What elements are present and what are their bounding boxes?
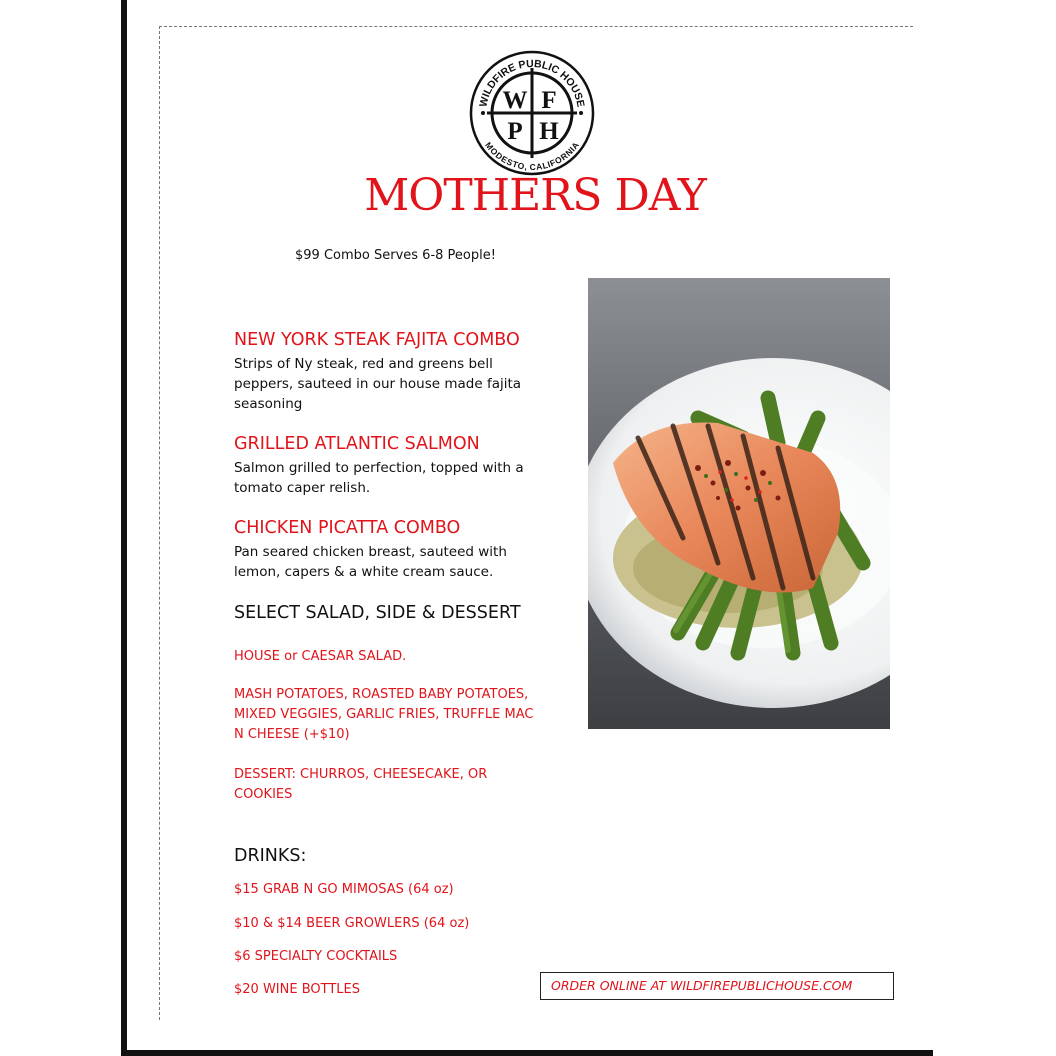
dessert-options: DESSERT: CHURROS, CHEESECAKE, OR COOKIES: [234, 767, 488, 802]
wildfire-logo: [469, 50, 595, 176]
salad-options: HOUSE or CAESAR SALAD.: [234, 649, 407, 664]
logo-letter-h: H: [539, 118, 559, 145]
order-online-box: ORDER ONLINE AT WILDFIREPUBLICHOUSE.COM: [540, 972, 894, 1000]
grilled-salmon-photo: [588, 278, 890, 729]
logo-letter-p: P: [507, 118, 523, 145]
dish-name: CHICKEN PICATTA COMBO: [234, 518, 461, 538]
drinks-heading: DRINKS:: [234, 846, 307, 866]
menu-item: [234, 518, 524, 582]
dish-description: Pan seared chicken breast, sauteed with lemon, capers & a white cream sauce.: [234, 544, 507, 580]
drink-item: $15 GRAB N GO MIMOSAS (64 oz): [234, 882, 454, 897]
side-options: MASH POTATOES, ROASTED BABY POTATOES, MIXED VEGGIES, GARLIC FRIES, TRUFFLE MAC N CHEESE (+$10): [234, 687, 534, 742]
menu-item: [234, 434, 524, 498]
logo-letter-w: W: [502, 87, 528, 114]
logo-ring-bottom-text: MODESTO, CALIFORNIA: [482, 140, 582, 173]
select-heading: SELECT SALAD, SIDE & DESSERT: [234, 603, 521, 623]
page-edge-top: [159, 26, 913, 27]
logo-ring-top-text: WILDFIRE PUBLIC HOUSE: [477, 57, 587, 109]
scan-border-left: [121, 0, 127, 1056]
page-title: MOTHERS DAY: [364, 170, 706, 221]
drink-item: $10 & $14 BEER GROWLERS (64 oz): [234, 916, 470, 931]
drink-item: $6 SPECIALTY COCKTAILS: [234, 949, 398, 964]
menu-item: [234, 330, 524, 414]
dish-description: Salmon grilled to perfection, topped with a tomato caper relish.: [234, 460, 524, 496]
dish-name: NEW YORK STEAK FAJITA COMBO: [234, 330, 520, 350]
dish-name: GRILLED ATLANTIC SALMON: [234, 434, 480, 454]
combo-subtitle: $99 Combo Serves 6-8 People!: [295, 248, 496, 263]
scan-border-bottom: [121, 1050, 933, 1056]
page-edge-left: [159, 26, 160, 1020]
drink-item: $20 WINE BOTTLES: [234, 982, 360, 997]
logo-letter-f: F: [541, 87, 557, 114]
dish-description: Strips of Ny steak, red and greens bell peppers, sauteed in our house made fajita seasoning: [234, 356, 522, 412]
